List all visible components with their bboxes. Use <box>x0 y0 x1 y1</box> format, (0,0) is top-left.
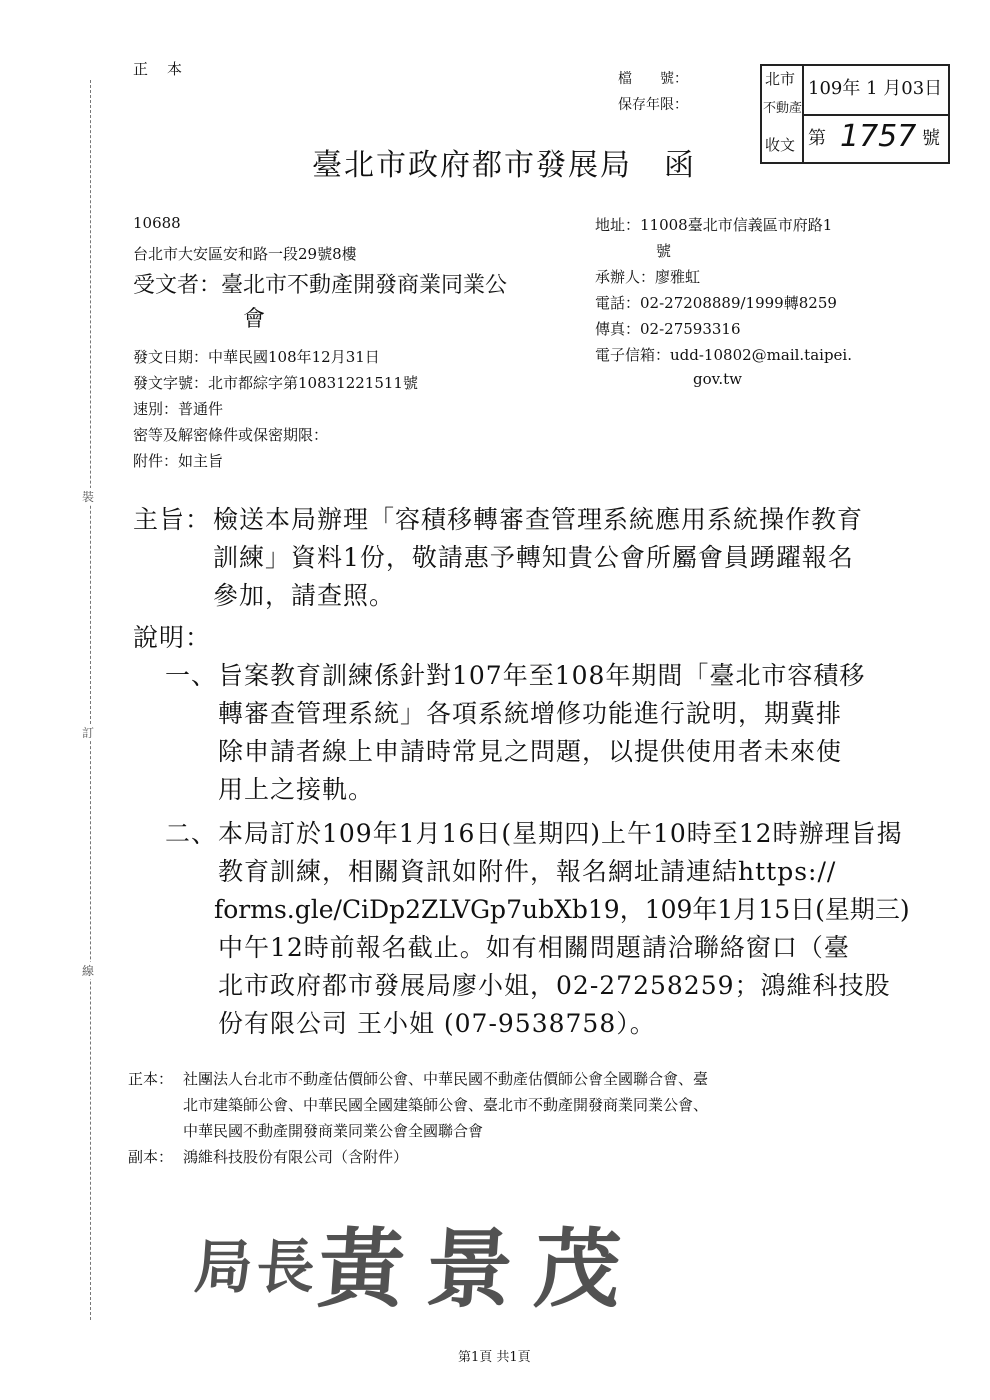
subject-line2: 訓練」資料1份，敬請惠予轉知貴公會所屬會員踴躍報名 <box>213 543 854 572</box>
stamp-org-line2: 不動產 <box>763 101 803 116</box>
item2-line6: 份有限公司 王小姐 (07-9538758）。 <box>218 1009 656 1038</box>
sender-address-line2: 號 <box>656 242 672 260</box>
stamp-date: 109年 1 月03日 <box>808 78 943 99</box>
attachment: 附件：如主旨 <box>133 452 224 470</box>
signature-name: 黃景茂 <box>314 1219 647 1320</box>
file-no-label: 檔 號： <box>618 71 688 87</box>
receiver-line1: 臺北市不動產開發商業同業公 <box>221 273 508 298</box>
subject-label: 主旨： <box>133 505 212 534</box>
copy-recipients-line1: 鴻維科技股份有限公司（含附件） <box>183 1148 409 1166</box>
document-title: 臺北市政府都市發展局 函 <box>312 148 696 183</box>
sender-address-line1: 地址：11008臺北市信義區市府路1 <box>595 216 833 234</box>
item1-line4: 用上之接軌。 <box>218 775 375 804</box>
issue-number: 發文字號：北市都綜字第10831221511號 <box>133 374 418 392</box>
original-recipients-label: 正本： <box>128 1070 174 1088</box>
fax: 傳真：02-27593316 <box>595 320 741 338</box>
binding-mark-zhuang: 裝 <box>82 490 95 504</box>
director-signature-seal <box>191 1200 648 1324</box>
explanation-label: 說明： <box>133 623 212 652</box>
retention-label: 保存年限： <box>618 97 688 113</box>
email-line1: 電子信箱：udd-10802@mail.taipei. <box>595 346 852 364</box>
receiver-line2: 會 <box>243 307 266 332</box>
phone: 電話：02-27208889/1999轉8259 <box>595 294 837 312</box>
original-recipients-line1: 社團法人台北市不動產估價師公會、中華民國不動產估價師公會全國聯合會、臺 <box>183 1070 709 1088</box>
item2-line1: 本局訂於109年1月16日(星期四)上午10時至12時辦理旨揭 <box>218 819 903 848</box>
stamp-org-line3: 收文 <box>765 136 796 154</box>
item1-line3: 除申請者線上申請時常見之問題，以提供使用者未來使 <box>218 737 843 766</box>
recipient-address: 台北市大安區安和路一段29號8樓 <box>133 245 357 263</box>
binding-mark-ding: 訂 <box>82 726 95 740</box>
item2-line2: 教育訓練，相關資訊如附件，報名網址請連結https:// <box>218 857 837 886</box>
receiver-label: 受文者： <box>133 273 222 298</box>
subject-line3: 參加，請查照。 <box>213 581 396 610</box>
item1-line1: 旨案教育訓練係針對107年至108年期間「臺北市容積移 <box>218 661 866 690</box>
item1-line2: 轉審查管理系統」各項系統增修功能進行說明，期冀排 <box>218 699 843 728</box>
page-number: 第1頁 共1頁 <box>458 1350 531 1365</box>
signature-title: 局長 <box>192 1233 322 1301</box>
item2-line4: 中午12時前報名截止。如有相關問題請洽聯絡窗口（臺 <box>218 933 850 962</box>
secrecy: 密等及解密條件或保密期限： <box>133 426 329 444</box>
speed: 速別：普通件 <box>133 400 224 418</box>
receipt-stamp <box>760 64 950 164</box>
item2-line5: 北市政府都市發展局廖小姐，02-27258259；鴻維科技股 <box>218 971 891 1000</box>
subject-line1: 檢送本局辦理「容積移轉審查管理系統應用系統操作教育 <box>213 505 864 534</box>
postal-code: 10688 <box>133 214 181 232</box>
item1-number: 一、 <box>165 661 218 690</box>
item2-number: 二、 <box>165 819 218 848</box>
stamp-number-prefix: 第 <box>808 128 826 149</box>
binding-line <box>90 80 91 1320</box>
email-line2: gov.tw <box>693 370 742 388</box>
original-recipients-line3: 中華民國不動產開發商業同業公會全國聯合會 <box>183 1122 484 1140</box>
stamp-org-line1: 北市 <box>765 70 796 88</box>
copy-recipients-label: 副本： <box>128 1148 174 1166</box>
handler: 承辦人：廖雅虹 <box>595 268 701 286</box>
item2-line3: forms.gle/CiDp2ZLVGp7ubXb19，109年1月15日(星期三) <box>214 895 910 924</box>
original-recipients-line2: 北市建築師公會、中華民國全國建築師公會、臺北市不動產開發商業同業公會、 <box>183 1096 709 1114</box>
binding-mark-xian: 線 <box>82 964 95 978</box>
copy-type-label: 正 本 <box>133 60 185 78</box>
stamp-number-suffix: 號 <box>922 128 940 149</box>
issue-date: 發文日期：中華民國108年12月31日 <box>133 348 380 366</box>
stamp-number: 1757 <box>840 119 917 154</box>
